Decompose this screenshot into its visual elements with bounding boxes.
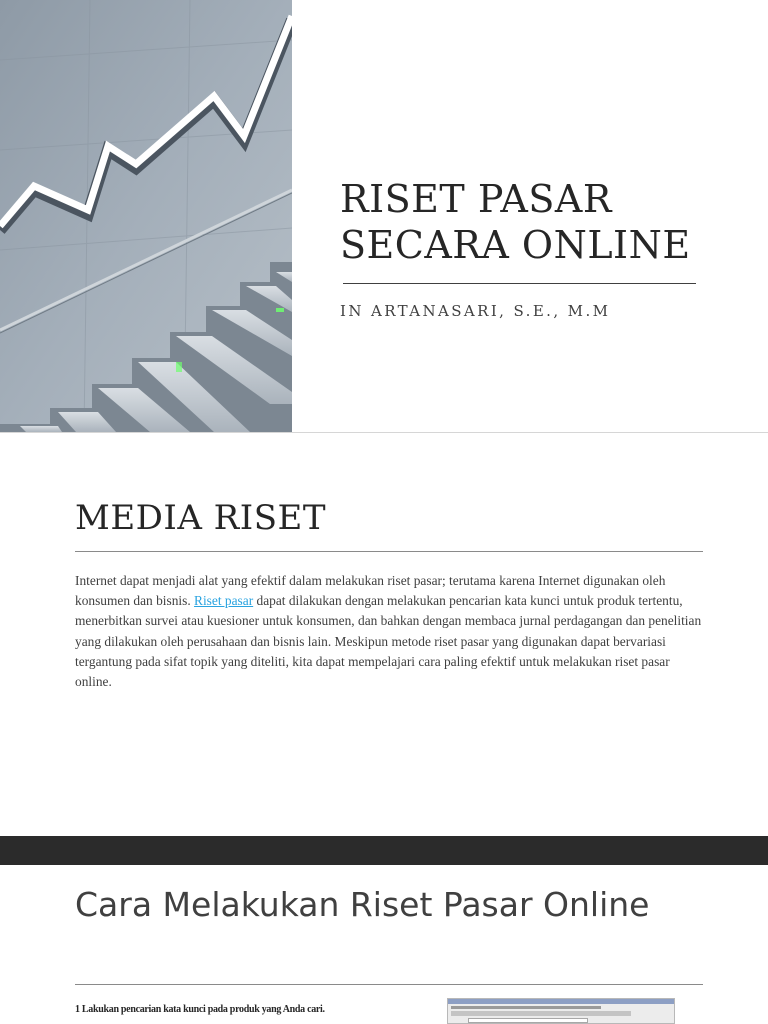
title-line-2: SECARA ONLINE xyxy=(340,223,691,267)
presenter-name: IN ARTANASARI, S.E., M.M xyxy=(340,302,611,320)
slide-title: Cara Melakukan Riset Pasar Online xyxy=(75,885,650,924)
slide-divider xyxy=(75,984,703,985)
body-paragraph xyxy=(75,571,707,692)
riset-pasar-link[interactable]: Riset pasar xyxy=(194,593,254,609)
slide-divider xyxy=(75,551,703,552)
address-bar xyxy=(468,1018,588,1023)
window-titlebar xyxy=(448,999,674,1004)
title-line-1: RISET PASAR xyxy=(340,177,612,221)
presentation-title xyxy=(340,176,740,268)
toolbar xyxy=(451,1011,631,1016)
slide-title: MEDIA RISET xyxy=(75,498,327,538)
slide-separator-band xyxy=(0,836,768,865)
title-divider xyxy=(343,283,696,284)
menu-bar xyxy=(451,1006,601,1009)
step-item: 1 Lakukan pencarian kata kunci pada produk yang Anda cari. xyxy=(75,1004,325,1015)
paragraph-text-2: dapat dilakukan dengan melakukan pencarian kata kunci untuk produk tertentu, menerbitkan survei atau kuesioner untuk konsumen, dan bahkan dengan membaca jurnal perdagangan dan penelitian yang dilakukan oleh perusahaan dan bisnis lain. Meskipun metode riset pasar yang digunakan dapat bervariasi tergantung pada sifat topik yang diteliti, kita dapat mempelajari cara paling efektif untuk melakukan riset pasar online. xyxy=(75,593,702,690)
title-slide xyxy=(0,0,768,432)
stairs-growth-image xyxy=(0,0,292,432)
browser-screenshot-image xyxy=(447,998,675,1024)
paragraph-text-1: Internet dapat menjadi alat yang efektif dalam melakukan riset pasar; terutama karena Internet digunakan oleh konsumen dan bisnis. xyxy=(75,573,666,609)
